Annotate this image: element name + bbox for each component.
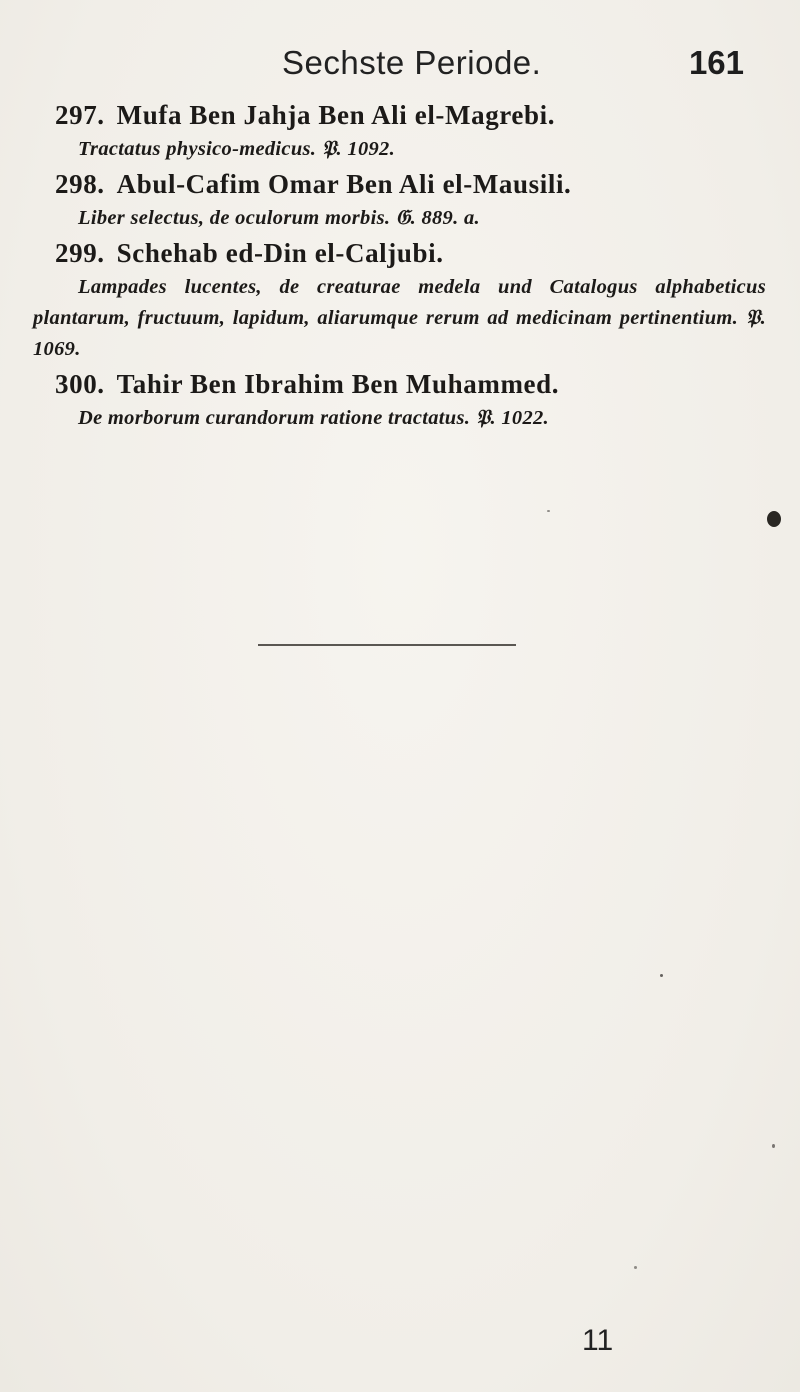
- ink-speck: [547, 510, 550, 512]
- entry-description: Tractatus physico-medicus. 𝔓. 1092.: [78, 138, 396, 160]
- author-name: Abul-Cafim Omar Ben Ali el-Mausili.: [116, 169, 572, 199]
- page-number: 161: [688, 44, 744, 81]
- entry-297: [0, 96, 800, 165]
- running-head-title: Sechste Periode.: [282, 44, 542, 81]
- entry-heading: [0, 96, 800, 134]
- ink-speck: [660, 974, 663, 977]
- entry-number: 300.: [55, 369, 105, 399]
- entry-description: Lampades lucentes, de creaturae medela und Catalogus alphabeticus plantarum, fructuum, lapidum, aliarumque rerum ad medicinam pertinentium. 𝔓. 1069.: [33, 276, 766, 360]
- author-name: Mufa Ben Jahja Ben Ali el-Magrebi.: [116, 100, 556, 130]
- entry-298: [0, 165, 800, 234]
- ink-speck: [634, 1266, 637, 1269]
- entry-299: [0, 234, 800, 365]
- ink-spot: [767, 511, 781, 527]
- running-head: [0, 44, 800, 94]
- author-name: Tahir Ben Ibrahim Ben Muhammed.: [116, 369, 560, 399]
- entry-number: 297.: [55, 100, 105, 130]
- entry-description: De morborum curandorum ratione tractatus. 𝔓. 1022.: [78, 407, 549, 429]
- entry-heading: [0, 165, 800, 203]
- ink-speck: [772, 1144, 775, 1148]
- entry-heading: [0, 234, 800, 272]
- entry-description: Liber selectus, de oculorum morbis. 𝔊. 889. a.: [78, 207, 480, 229]
- section-rule: [258, 644, 516, 646]
- bibliography-entries: [0, 96, 800, 434]
- author-name: Schehab ed-Din el-Caljubi.: [116, 238, 444, 268]
- signature-mark: 11: [582, 1324, 614, 1357]
- entry-heading: [0, 365, 800, 403]
- entry-number: 298.: [55, 169, 105, 199]
- entry-number: 299.: [55, 238, 105, 268]
- entry-300: [0, 365, 800, 434]
